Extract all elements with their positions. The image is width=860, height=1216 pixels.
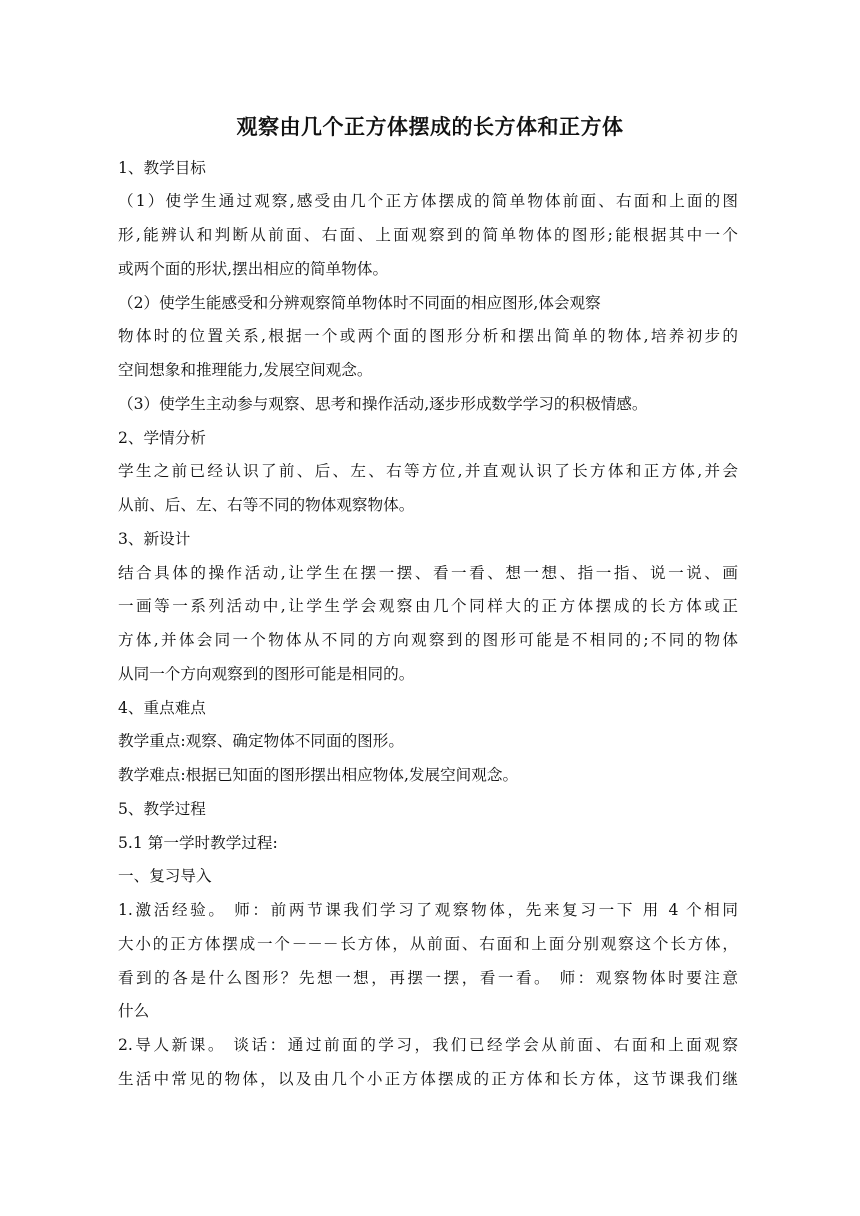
paragraph-line: （2）使学生能感受和分辨观察简单物体时不同面的相应图形,体会观察 xyxy=(118,294,601,312)
paragraph-line: （1）使学生通过观察,感受由几个正方体摆成的简单物体前面、右面和上面的图 xyxy=(118,192,738,210)
paragraph-line: （3）使学生主动参与观察、思考和操作活动,逐步形成数学学习的积极情感。 xyxy=(118,395,648,413)
paragraph-line: 方体,并体会同一个物体从不同的方向观察到的图形可能是不相同的;不同的物体 xyxy=(118,631,738,649)
subheading-first-lesson: 5.1 第一学时教学过程: xyxy=(118,834,278,852)
heading-teaching-goals: 1、教学目标 xyxy=(118,159,206,177)
paragraph-line: 从同一个方向观察到的图形可能是相同的。 xyxy=(118,665,415,683)
heading-new-design: 3、新设计 xyxy=(118,530,191,548)
paragraph-line: 看到的各是什么图形？先想一想，再摆一摆，看一看。 师：观察物体时要注意 xyxy=(118,969,738,987)
heading-teaching-process: 5、教学过程 xyxy=(118,800,206,818)
paragraph-line: 生活中常见的物体，以及由几个小正方体摆成的正方体和长方体，这节课我们继 xyxy=(118,1070,738,1088)
heading-key-points: 4、重点难点 xyxy=(118,699,206,717)
paragraph-line: 什么 xyxy=(118,1002,150,1020)
paragraph-line: 教学难点:根据已知面的图形摆出相应物体,发展空间观念。 xyxy=(118,766,519,784)
paragraph-line: 物体时的位置关系,根据一个或两个面的图形分析和摆出简单的物体,培养初步的 xyxy=(118,327,738,345)
paragraph-line: 教学重点:观察、确定物体不同面的图形。 xyxy=(118,732,404,750)
paragraph-line: 从前、后、左、右等不同的物体观察物体。 xyxy=(118,496,415,514)
document-title: 观察由几个正方体摆成的长方体和正方体 xyxy=(236,115,624,139)
paragraph-line: 或两个面的形状,摆出相应的简单物体。 xyxy=(118,260,389,278)
paragraph-line: 2.导人新课。 谈话：通过前面的学习，我们已经学会从前面、右面和上面观察 xyxy=(118,1036,738,1054)
paragraph-line: 一画等一系列活动中,让学生学会观察由几个同样大的正方体摆成的长方体或正 xyxy=(118,597,738,615)
heading-learning-analysis: 2、学情分析 xyxy=(118,429,206,447)
subheading-review: 一、复习导入 xyxy=(118,867,212,885)
paragraph-line: 空间想象和推理能力,发展空间观念。 xyxy=(118,361,373,379)
paragraph-line: 1.激活经验。 师：前两节课我们学习了观察物体，先来复习一下 用 4 个相同 xyxy=(118,901,738,919)
paragraph-line: 大小的正方体摆成一个－－－长方体，从前面、右面和上面分别观察这个长方体， xyxy=(118,935,738,953)
paragraph-line: 结合具体的操作活动,让学生在摆一摆、看一看、想一想、指一指、说一说、画 xyxy=(118,564,738,582)
paragraph-line: 学生之前已经认识了前、后、左、右等方位,并直观认识了长方体和正方体,并会 xyxy=(118,462,738,480)
paragraph-line: 形,能辨认和判断从前面、右面、上面观察到的简单物体的图形;能根据其中一个 xyxy=(118,226,738,244)
